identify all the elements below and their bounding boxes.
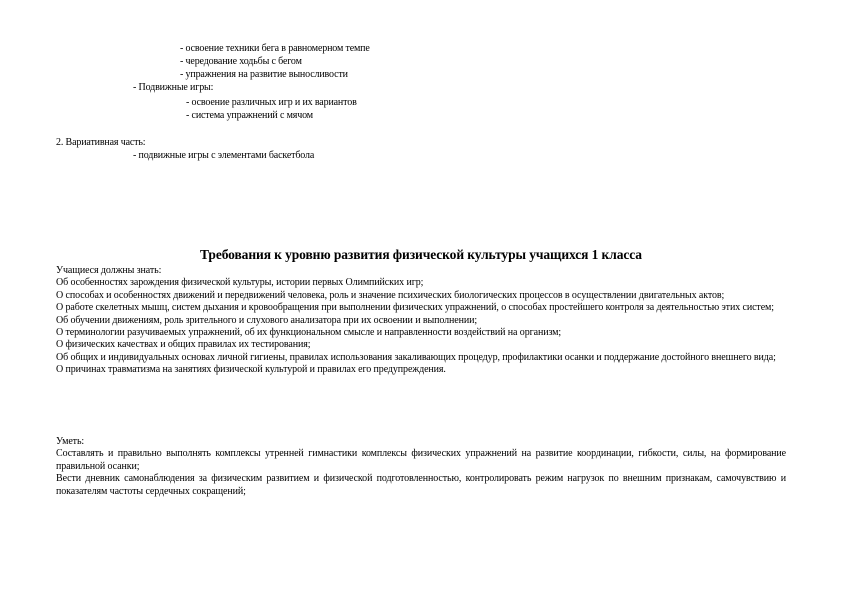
know-item-terminology: О терминологии разучиваемых упражнений, об их функциональном смысле и направленности воздействий на организм;: [56, 327, 562, 339]
list-item-running-technique: - освоение техники бега в равномерном темпе: [180, 43, 370, 54]
list-item-games-variants: - освоение различных игр и их вариантов: [186, 97, 357, 108]
list-item-endurance: - упражнения на развитие выносливости: [180, 69, 348, 80]
know-item-history: Об особенностях зарождения физической культуры, истории первых Олимпийских игр;: [56, 277, 424, 289]
able-intro: Уметь:: [56, 436, 85, 447]
able-item-diary: Вести дневник самонаблюдения за физическим развитием и физической подготовленностью, контролировать режим нагрузок по внешним признакам, самочувствию и показателям частоты сердечных сокращений;: [56, 473, 786, 497]
requirements-heading: Требования к уровню развития физической культуры учащихся 1 класса: [200, 247, 642, 262]
know-item-muscles: О работе скелетных мышц, систем дыхания и кровообращения при выполнении физических упражнений, о способах простейшего контроля за деятельностью этих систем;: [56, 302, 774, 314]
list-item-basketball-games: - подвижные игры с элементами баскетбола: [133, 150, 315, 161]
variable-part-title: 2. Вариативная часть:: [56, 137, 146, 148]
list-subheading-games: - Подвижные игры:: [133, 82, 214, 93]
list-item-walking-running: - чередование ходьбы с бегом: [180, 56, 302, 67]
list-item-ball-exercises: - система упражнений с мячом: [186, 110, 313, 121]
know-item-learning: Об обучении движениям, роль зрительного и слухового анализатора при их освоении и выполнении;: [56, 314, 478, 326]
know-item-qualities: О физических качествах и общих правилах их тестирования;: [56, 339, 311, 351]
able-section: [56, 436, 786, 498]
able-item-gymnastics: Составлять и правильно выполнять комплексы утренней гимнастики комплексы физических упражнений на развитие координации, гибкости, силы, на формирование правильной осанки;: [56, 448, 786, 472]
know-item-hygiene: Об общих и индивидуальных основах личной гигиены, правилах использования закаливающих процедур, профилактики осанки и поддержание достойного внешнего вида;: [56, 351, 776, 363]
know-item-injuries: О причинах травматизма на занятиях физической культурой и правилах его предупреждения.: [56, 364, 446, 376]
know-item-movements: О способах и особенностях движений и передвижений человека, роль и значение психических биологических процессов в осуществлении двигательных актов;: [56, 289, 725, 301]
know-section: [56, 265, 786, 377]
know-intro: Учащиеся должны знать:: [56, 265, 162, 276]
